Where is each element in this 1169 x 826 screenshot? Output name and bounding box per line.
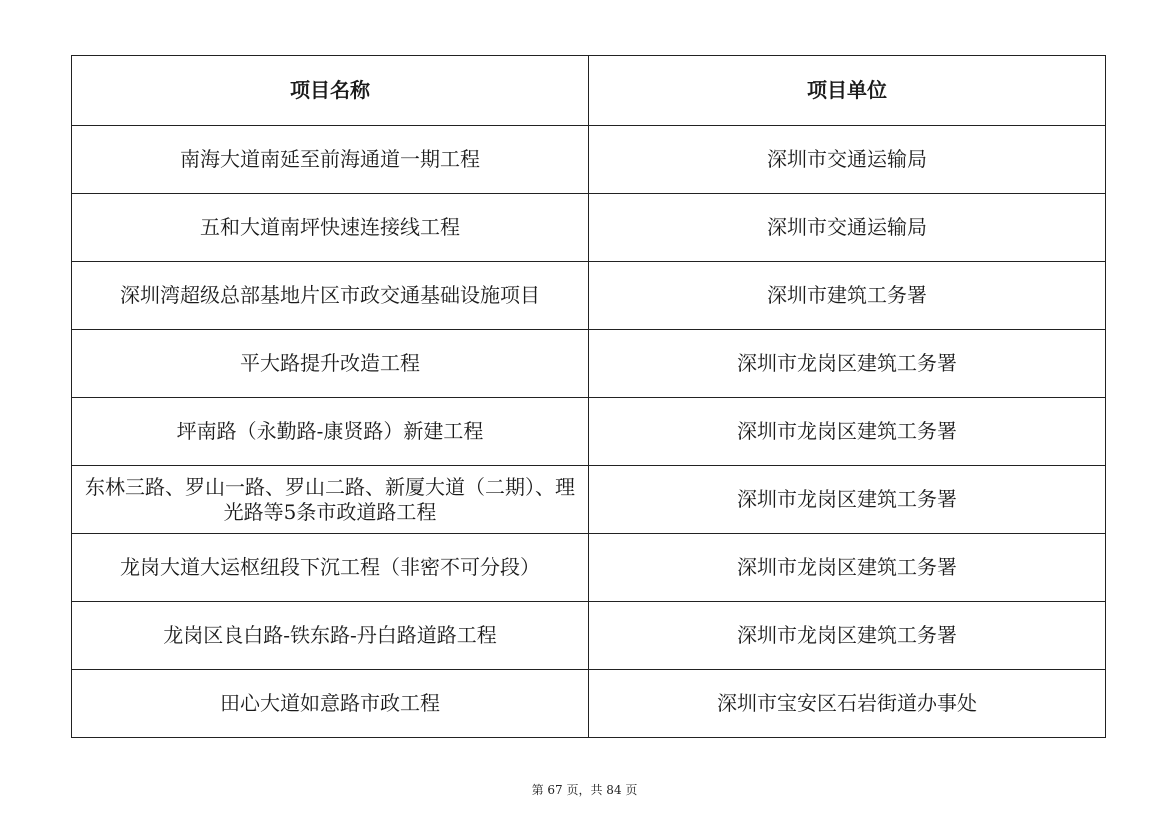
- header-project-unit: 项目单位: [589, 56, 1106, 126]
- project-unit-cell: 深圳市宝安区石岩街道办事处: [589, 670, 1106, 738]
- project-name-cell: 龙岗区良白路-铁东路-丹白路道路工程: [72, 602, 589, 670]
- project-unit-cell: 深圳市建筑工务署: [589, 262, 1106, 330]
- project-name-cell: 南海大道南延至前海通道一期工程: [72, 126, 589, 194]
- table-header-row: [72, 56, 1106, 126]
- project-name-cell: 东林三路、罗山一路、罗山二路、新厦大道（二期）、理光路等5条市政道路工程: [72, 466, 589, 534]
- table-row: [72, 602, 1106, 670]
- project-unit-cell: 深圳市龙岗区建筑工务署: [589, 534, 1106, 602]
- project-name-cell: 五和大道南坪快速连接线工程: [72, 194, 589, 262]
- header-project-name: 项目名称: [72, 56, 589, 126]
- project-name-cell: 深圳湾超级总部基地片区市政交通基础设施项目: [72, 262, 589, 330]
- page-number: 第 67 页，共 84 页: [531, 783, 638, 797]
- table-row: [72, 534, 1106, 602]
- project-table: [71, 55, 1106, 738]
- table-row: [72, 466, 1106, 534]
- table-row: [72, 126, 1106, 194]
- project-unit-cell: 深圳市龙岗区建筑工务署: [589, 602, 1106, 670]
- table-row: [72, 262, 1106, 330]
- project-name-cell: 龙岗大道大运枢纽段下沉工程（非密不可分段）: [72, 534, 589, 602]
- project-unit-cell: 深圳市龙岗区建筑工务署: [589, 330, 1106, 398]
- project-name-cell: 田心大道如意路市政工程: [72, 670, 589, 738]
- project-name-cell: 平大路提升改造工程: [72, 330, 589, 398]
- project-unit-cell: 深圳市交通运输局: [589, 194, 1106, 262]
- table-row: [72, 330, 1106, 398]
- project-unit-cell: 深圳市龙岗区建筑工务署: [589, 466, 1106, 534]
- project-name-cell: 坪南路（永勤路-康贤路）新建工程: [72, 398, 589, 466]
- project-unit-cell: 深圳市交通运输局: [589, 126, 1106, 194]
- project-unit-cell: 深圳市龙岗区建筑工务署: [589, 398, 1106, 466]
- table-row: [72, 194, 1106, 262]
- table-row: [72, 398, 1106, 466]
- table-row: [72, 670, 1106, 738]
